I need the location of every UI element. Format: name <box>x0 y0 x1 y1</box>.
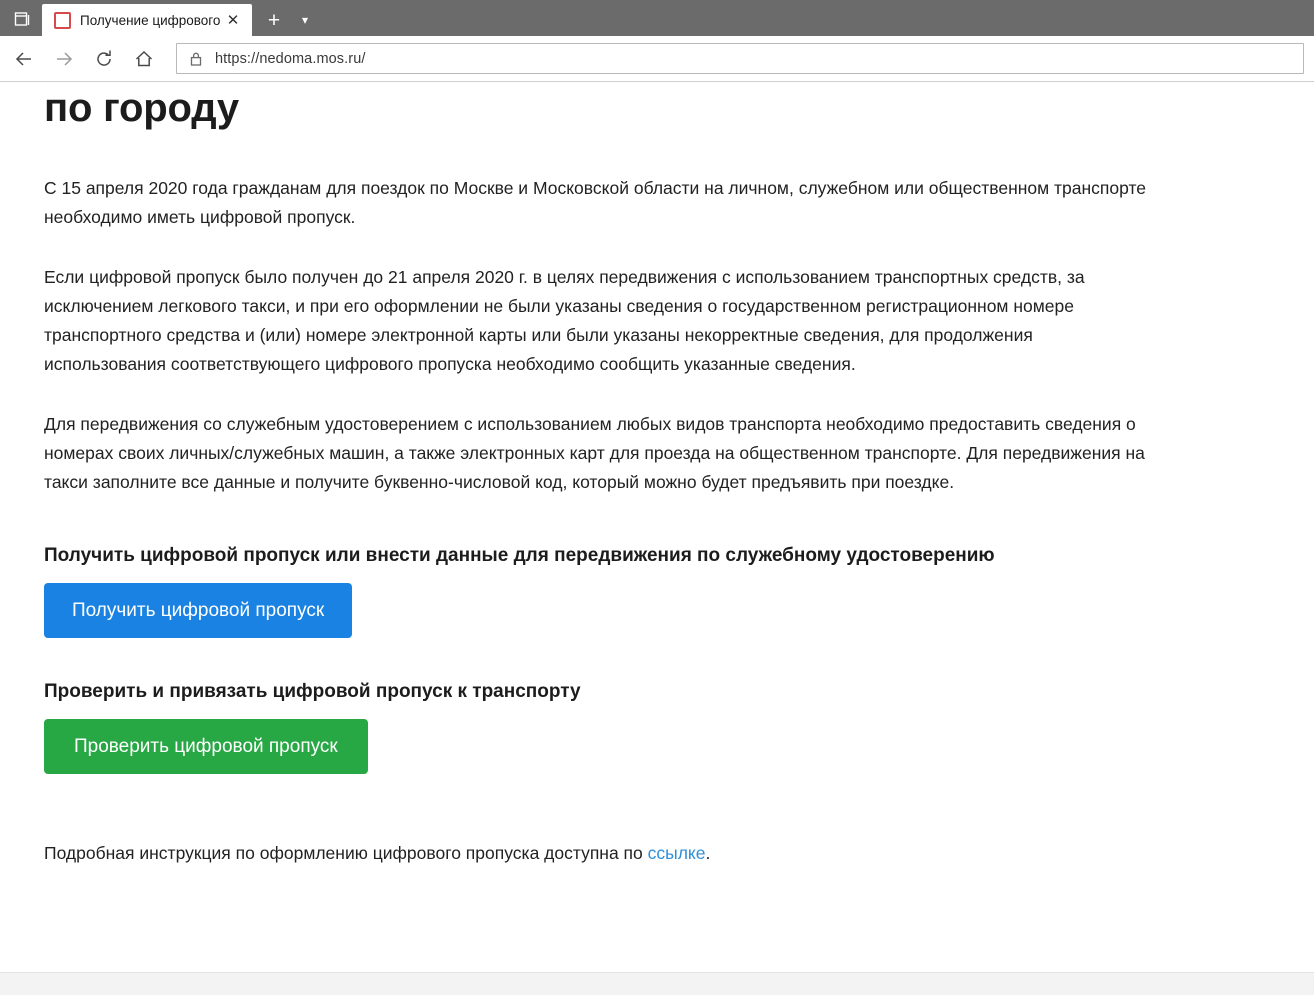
chevron-down-icon[interactable]: ▾ <box>301 13 309 27</box>
page-title: по городу <box>44 86 239 130</box>
footnote <box>44 839 1270 867</box>
footnote-text-before: Подробная инструкция по оформлению цифрового пропуска доступна по <box>44 843 648 863</box>
address-bar-url: https://nedoma.mos.ru/ <box>215 50 366 67</box>
instruction-link[interactable]: ссылке <box>647 843 706 863</box>
paragraph-2: Если цифровой пропуск было получен до 21 апреля 2020 г. в целях передвижения с использованием транспортных средств, за исключением легкового такси, и при его оформлении не были указаны сведения о государственном регистрационном номере транспортного средства и (или) номере электронной карты или были указаны некорректные сведения, для продолжения использования соответствующего цифрового пропуска необходимо сообщить указанные сведения. <box>44 267 1085 374</box>
forward-button[interactable] <box>44 39 84 79</box>
home-button[interactable] <box>124 39 164 79</box>
footnote-text-after: . <box>705 843 711 863</box>
close-icon[interactable]: ✕ <box>226 11 240 29</box>
tab-preview-icon[interactable] <box>4 2 42 36</box>
browser-titlebar <box>0 0 1314 36</box>
page-favicon-icon <box>54 12 71 29</box>
paragraph-3: Для передвижения со служебным удостоверением с использованием любых видов транспорта необходимо предоставить сведения о номерах своих личных/служебных машин, а также электронных карт для проезда на общественном транспорте. Для передвижения на такси заполните все данные и получите буквенно-числовой код, который можно будет предъявить при поездке. <box>44 414 1145 492</box>
tab-strip <box>0 0 320 36</box>
tab-title: Получение цифрового <box>80 12 221 28</box>
address-bar[interactable] <box>176 43 1304 74</box>
get-digital-pass-button[interactable]: Получить цифровой пропуск <box>44 583 352 638</box>
paragraph-1: С 15 апреля 2020 года гражданам для поездок по Москве и Московской области на личном, служебном или общественном транспорте необходимо иметь цифровой пропуск. <box>44 178 1147 227</box>
browser-tab[interactable] <box>42 4 252 36</box>
reload-button[interactable] <box>84 39 124 79</box>
lock-icon <box>177 51 215 67</box>
page-bottom-bar <box>0 972 1314 995</box>
page-content <box>0 82 1314 867</box>
section-heading-get-pass: Получить цифровой пропуск или внести данные для передвижения по служебному удостоверению <box>44 545 995 566</box>
back-button[interactable] <box>4 39 44 79</box>
page-viewport <box>0 82 1314 995</box>
check-digital-pass-button[interactable]: Проверить цифровой пропуск <box>44 719 368 774</box>
browser-toolbar <box>0 36 1314 82</box>
section-heading-check-pass: Проверить и привязать цифровой пропуск к транспорту <box>44 681 581 702</box>
new-tab-button[interactable]: + <box>267 8 281 32</box>
